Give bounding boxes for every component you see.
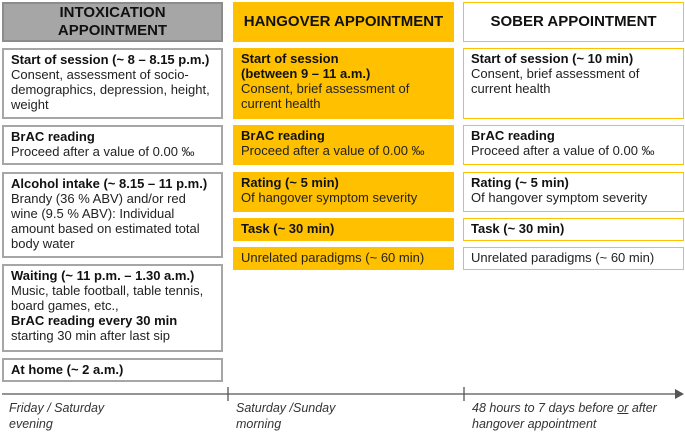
box-title: Task (~ 30 min) xyxy=(241,221,335,236)
box-title: At home (~ 2 a.m.) xyxy=(11,362,124,377)
sober-rating-box xyxy=(463,172,684,212)
intox-home-box xyxy=(2,358,223,382)
hangover-header xyxy=(233,2,454,42)
box-title: Waiting (~ 11 p.m. – 1.30 a.m.) xyxy=(11,268,195,283)
intox-brac-box xyxy=(2,125,223,165)
box-title: Start of session (~ 8 – 8.15 p.m.) xyxy=(11,52,210,67)
box-title: BrAC reading xyxy=(11,129,95,144)
header-text: HANGOVER APPOINTMENT xyxy=(243,13,444,30)
box-title: Start of session (between 9 – 11 a.m.) xyxy=(241,51,371,81)
hang-unrelated-box xyxy=(233,247,454,270)
label-part: 48 hours to 7 days before xyxy=(472,401,618,415)
hang-rating-box xyxy=(233,172,454,212)
header-text: SOBER APPOINTMENT xyxy=(490,13,657,30)
box-title: Rating (~ 5 min) xyxy=(471,175,569,190)
box-text: Brandy (36 % ABV) and/or red wine (9.5 % ABV): Individual amount based on estimated total body water xyxy=(11,191,200,251)
label-or: or xyxy=(617,401,629,415)
hang-brac-box xyxy=(233,125,454,165)
intoxication-header xyxy=(2,2,223,42)
timeline-label-sober xyxy=(472,400,672,432)
sober-task-box xyxy=(463,218,684,241)
box-title: Task (~ 30 min) xyxy=(471,221,565,236)
box-title: Rating (~ 5 min) xyxy=(241,175,339,190)
box-title: Start of session (~ 10 min) xyxy=(471,51,634,66)
box-text: Music, table football, table tennis, board games, etc., xyxy=(11,283,204,313)
box-text: Consent, assessment of socio-demographics, depression, height, weight xyxy=(11,67,210,112)
box-text: Of hangover symptom severity xyxy=(471,190,648,205)
sober-header xyxy=(463,2,684,42)
box-text: Proceed after a value of 0.00 ‰ xyxy=(241,143,425,158)
box-title: BrAC reading xyxy=(471,128,555,143)
sober-unrelated-box xyxy=(463,247,684,270)
sober-brac-box xyxy=(463,125,684,165)
box-text: Unrelated paradigms (~ 60 min) xyxy=(471,250,655,265)
box-text: Proceed after a value of 0.00 ‰ xyxy=(11,144,195,159)
box-text: Unrelated paradigms (~ 60 min) xyxy=(241,250,425,265)
hang-task-box xyxy=(233,218,454,241)
timeline-label-intox: Friday / Saturday evening xyxy=(9,401,105,431)
box-title: BrAC reading xyxy=(241,128,325,143)
sober-start-box xyxy=(463,48,684,119)
box-text: Consent, brief assessment of current health xyxy=(241,81,410,111)
intox-waiting-box xyxy=(2,264,223,352)
box-text-2: starting 30 min after last sip xyxy=(11,328,170,343)
box-text: Consent, brief assessment of current health xyxy=(471,66,640,96)
arrow-head-icon xyxy=(675,389,684,399)
header-text: INTOXICATION APPOINTMENT xyxy=(57,4,168,39)
box-text: Proceed after a value of 0.00 ‰ xyxy=(471,143,655,158)
timeline-label-hangover: Saturday /Sunday morning xyxy=(236,401,336,431)
box-title-2: BrAC reading every 30 min xyxy=(11,313,178,328)
intox-alcohol-box xyxy=(2,172,223,258)
hang-start-box xyxy=(233,48,454,119)
box-text: Of hangover symptom severity xyxy=(241,190,418,205)
intox-start-box xyxy=(2,48,223,119)
box-title: Alcohol intake (~ 8.15 – 11 p.m.) xyxy=(11,176,208,191)
label-part: after hangover appointment xyxy=(472,401,657,431)
